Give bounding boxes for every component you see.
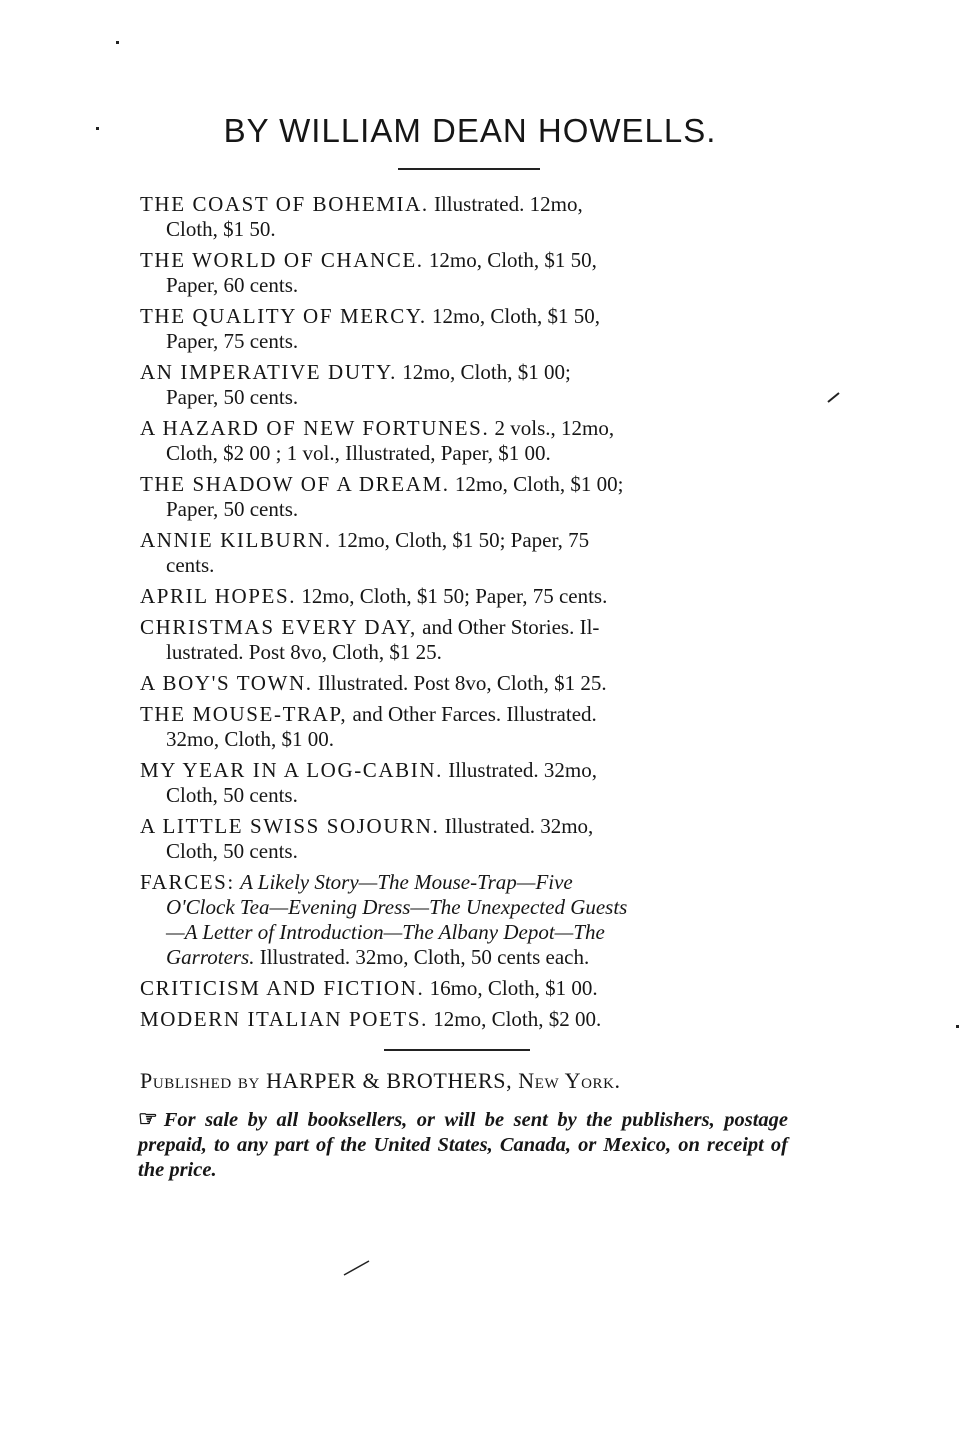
book-entry: [140, 360, 790, 410]
book-entry: [140, 976, 790, 1001]
book-title: THE SHADOW OF A DREAM.: [140, 472, 450, 496]
book-entry: [140, 671, 790, 696]
book-details: 12mo, Cloth, $1 50; Paper, 75: [336, 528, 590, 552]
book-entry: [140, 192, 790, 242]
book-details-cont: Cloth, $1 50.: [166, 217, 276, 241]
publisher-rule: [384, 1049, 530, 1051]
book-title: MODERN ITALIAN POETS.: [140, 1007, 428, 1031]
book-details: 12mo, Cloth, $1 50,: [432, 304, 601, 328]
book-details-cont: Paper, 60 cents.: [166, 273, 299, 297]
book-list: [140, 192, 790, 1038]
farce-titles: O'Clock Tea—Evening Dress—The Unexpected Guests: [166, 895, 628, 919]
pointing-hand-icon: ☞: [138, 1106, 158, 1131]
book-title: A LITTLE SWISS SOJOURN.: [140, 814, 440, 838]
book-details-cont: Paper, 50 cents.: [166, 385, 299, 409]
ink-speck: [956, 1025, 959, 1028]
book-title: FARCES:: [140, 870, 235, 894]
book-entry: [140, 584, 790, 609]
farce-titles: A Likely Story—The Mouse-Trap—Five: [240, 870, 573, 894]
pencil-mark: [826, 390, 842, 404]
book-title: A BOY'S TOWN.: [140, 671, 313, 695]
book-title: CRITICISM AND FICTION.: [140, 976, 425, 1000]
sales-note: [138, 1106, 788, 1183]
book-details-cont: Cloth, 50 cents.: [166, 783, 298, 807]
pencil-mark: [342, 1258, 372, 1278]
book-entry: [140, 248, 790, 298]
book-title: APRIL HOPES.: [140, 584, 297, 608]
book-title: MY YEAR IN A LOG-CABIN.: [140, 758, 443, 782]
book-details: 12mo, Cloth, $1 00;: [402, 360, 571, 384]
sales-note-text: For sale by all booksellers, or will be sent by the publishers, postage prepaid, to any part of the United States, Canada, or Mexico, on receipt of the price.: [138, 1109, 788, 1181]
publisher-line: [140, 1068, 621, 1094]
ink-speck: [116, 41, 119, 44]
farce-titles: —A Letter of Introduction—The Albany Depot—The: [166, 920, 605, 944]
book-details-cont: Cloth, $2 00 ; 1 vol., Illustrated, Paper, $1 00.: [166, 441, 551, 465]
book-entry: [140, 528, 790, 578]
page-title: BY WILLIAM DEAN HOWELLS.: [223, 112, 717, 149]
book-title: AN IMPERATIVE DUTY.: [140, 360, 397, 384]
book-entry: [140, 615, 790, 665]
book-entry: [140, 472, 790, 522]
book-details: 12mo, Cloth, $1 50; Paper, 75 cents.: [301, 584, 608, 608]
book-details: Illustrated. 12mo,: [433, 192, 583, 216]
publisher-name: HARPER & BROTHERS,: [266, 1068, 513, 1093]
book-entry: [140, 758, 790, 808]
book-details-cont: cents.: [166, 553, 215, 577]
book-entry: [140, 814, 790, 864]
publisher-city: New York.: [518, 1068, 621, 1093]
book-details: 12mo, Cloth, $1 00;: [454, 472, 624, 496]
book-title: THE MOUSE-TRAP,: [140, 702, 348, 726]
book-details-cont: Paper, 50 cents.: [166, 497, 299, 521]
book-details: Illustrated. 32mo,: [448, 758, 597, 782]
book-details-cont: 32mo, Cloth, $1 00.: [166, 727, 335, 751]
book-details: 2 vols., 12mo,: [494, 416, 615, 440]
book-title: ANNIE KILBURN.: [140, 528, 332, 552]
book-entry: [140, 1007, 790, 1032]
book-entry: [140, 702, 790, 752]
book-title: CHRISTMAS EVERY DAY,: [140, 615, 417, 639]
book-details-cont: Paper, 75 cents.: [166, 329, 299, 353]
book-details: Illustrated. 32mo,: [444, 814, 594, 838]
book-details: Illustrated. 32mo, Cloth, 50 cents each.: [259, 945, 590, 969]
farce-titles: Garroters.: [166, 945, 255, 969]
book-details: and Other Farces. Illustrated.: [352, 702, 597, 726]
book-entry: [140, 304, 790, 354]
book-details: and Other Stories. Il-: [422, 615, 600, 639]
publisher-prefix: Published by: [140, 1068, 260, 1093]
farces-entry: [140, 870, 790, 970]
book-details: 12mo, Cloth, $1 50,: [428, 248, 597, 272]
title-rule: [398, 168, 540, 170]
book-details: 12mo, Cloth, $2 00.: [433, 1007, 602, 1031]
book-details-cont: lustrated. Post 8vo, Cloth, $1 25.: [166, 640, 442, 664]
book-entry: [140, 416, 790, 466]
book-title: THE QUALITY OF MERCY.: [140, 304, 427, 328]
book-details: Illustrated. Post 8vo, Cloth, $1 25.: [317, 671, 607, 695]
book-details: 16mo, Cloth, $1 00.: [429, 976, 598, 1000]
book-title: THE COAST OF BOHEMIA.: [140, 192, 429, 216]
book-title: THE WORLD OF CHANCE.: [140, 248, 424, 272]
book-title: A HAZARD OF NEW FORTUNES.: [140, 416, 490, 440]
book-details-cont: Cloth, 50 cents.: [166, 839, 298, 863]
